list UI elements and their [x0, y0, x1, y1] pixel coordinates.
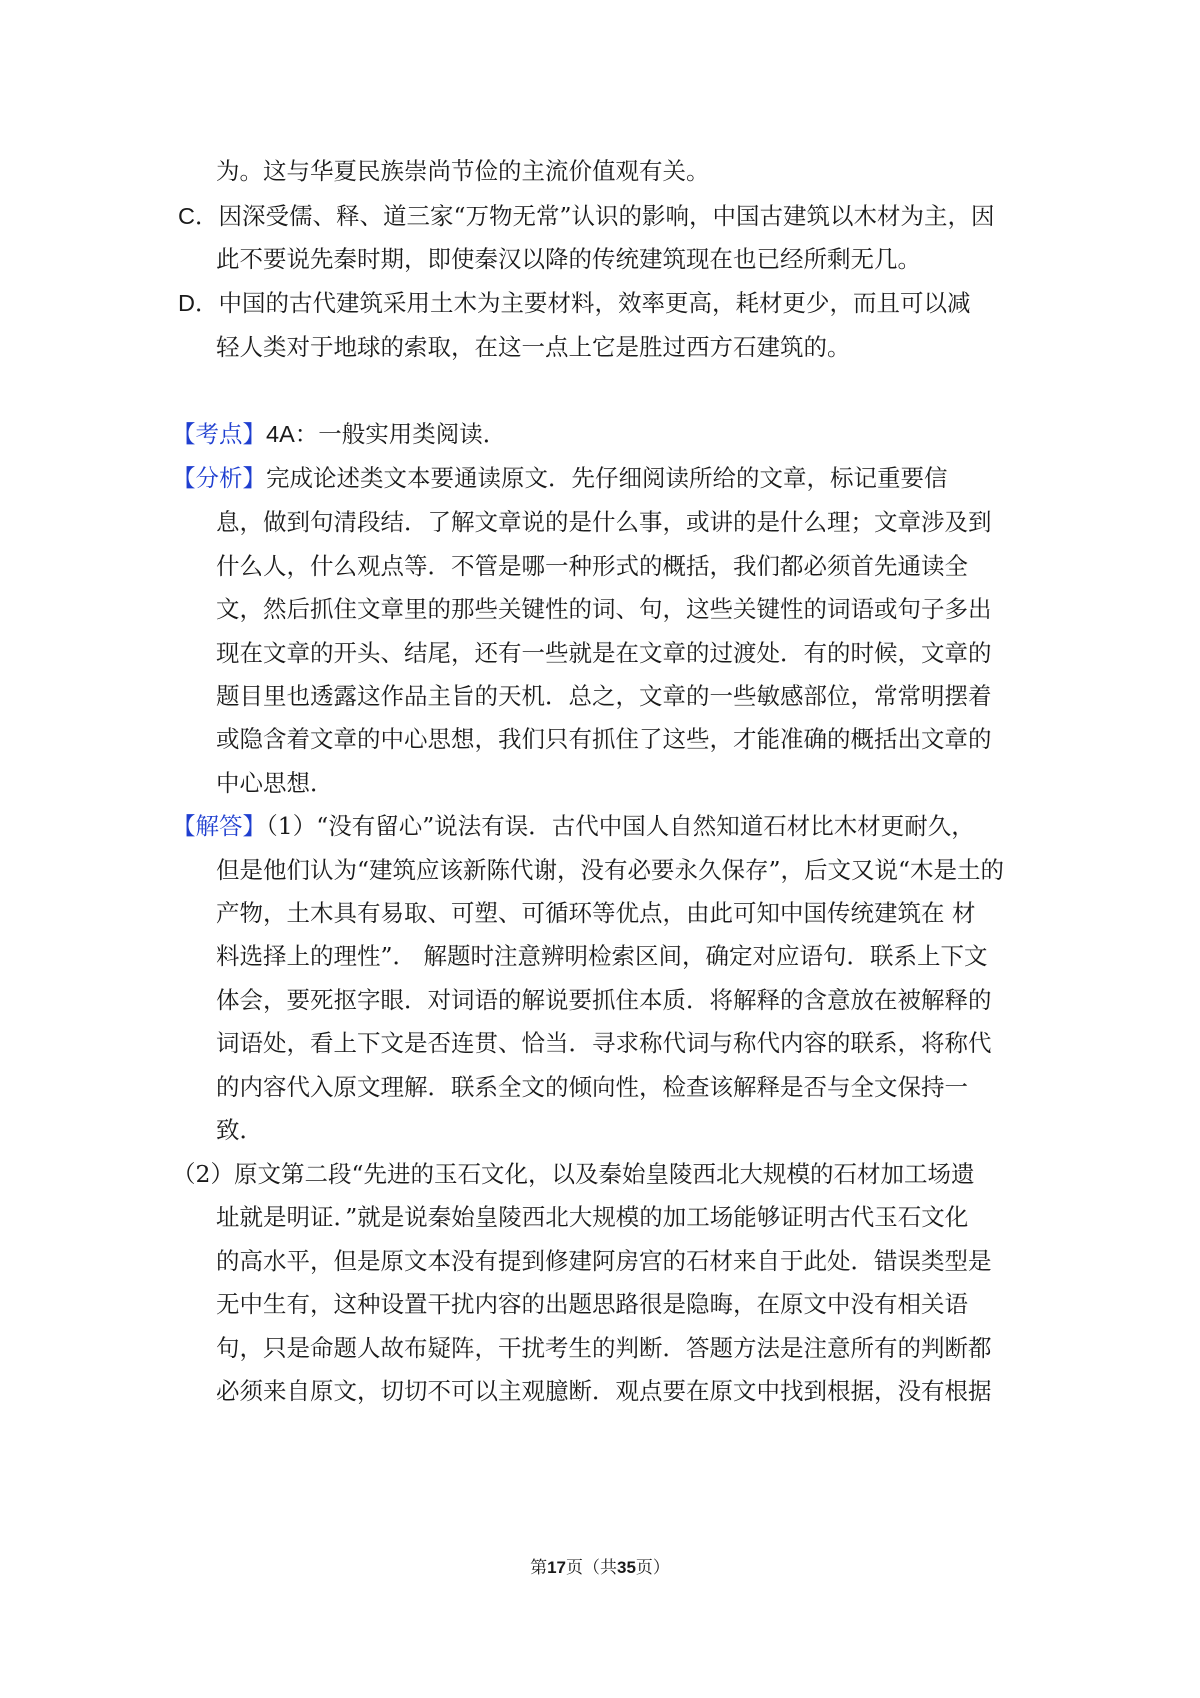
- part2-line-6: 必须来自原文，切切不可以主观臆断．观点要在原文中找到根据，没有根据: [216, 1377, 992, 1405]
- part2-line-4: 无中生有，这种设置干扰内容的出题思路很是隐晦，在原文中没有相关语: [216, 1290, 968, 1318]
- kaodian-line: [172, 418, 506, 450]
- jieda-line-1: [172, 810, 975, 842]
- option-d-line-2: 轻人类对于地球的索取，在这一点上它是胜过西方石建筑的。: [216, 333, 851, 361]
- fenxi-line-6: 题目里也透露这作品主旨的天机．总之，文章的一些敏感部位，常常明摆着: [216, 682, 992, 710]
- jieda-line-2: 但是他们认为“建筑应该新陈代谢，没有必要永久保存”，后文又说“木是土的: [216, 856, 1005, 884]
- jieda-line-7: 的内容代入原文理解．联系全文的倾向性，检查该解释是否与全文保持一: [216, 1073, 968, 1101]
- jieda-label: 【解答】: [172, 812, 266, 840]
- option-d-line-1: [178, 287, 970, 319]
- option-c-label: C．: [178, 203, 219, 229]
- jieda-line-8: 致．: [216, 1116, 263, 1144]
- kaodian-text: 4A：一般实用类阅读．: [266, 421, 507, 447]
- part2-line-2: 址就是明证．”就是说秦始皇陵西北大规模的加工场能够证明古代玉石文化: [216, 1203, 969, 1231]
- part2-line-3: 的高水平，但是原文本没有提到修建阿房宫的石材来自于此处．错误类型是: [216, 1247, 992, 1275]
- option-b-tail: 为。这与华夏民族崇尚节俭的主流价值观有关。: [216, 157, 710, 185]
- footer-total-pages: 35: [617, 1558, 636, 1577]
- footer-suffix: 页）: [635, 1558, 670, 1578]
- jieda-line-4: 料选择上的理性”． 解题时注意辨明检索区间，确定对应语句．联系上下文: [216, 942, 988, 970]
- jieda-line-3: 产物，土木具有易取、可塑、可循环等优点，由此可知中国传统建筑在 材: [216, 899, 976, 927]
- page-footer: [0, 1556, 1200, 1580]
- footer-prefix: 第: [530, 1558, 548, 1578]
- fenxi-label: 【分析】: [172, 464, 266, 492]
- fenxi-text-1: 完成论述类文本要通读原文．先仔细阅读所给的文章，标记重要信: [266, 464, 948, 492]
- footer-mid: 页（共: [566, 1558, 617, 1578]
- fenxi-line-2: 息，做到句清段结．了解文章说的是什么事，或讲的是什么理；文章涉及到: [216, 508, 992, 536]
- footer-page-number: 17: [547, 1558, 566, 1577]
- fenxi-line-3: 什么人，什么观点等．不管是哪一种形式的概括，我们都必须首先通读全: [216, 552, 968, 580]
- jieda-line-6: 词语处，看上下文是否连贯、恰当．寻求称代词与称代内容的联系，将称代: [216, 1029, 992, 1057]
- option-c-line-1: [178, 200, 995, 232]
- fenxi-line-4: 文，然后抓住文章里的那些关键性的词、句，这些关键性的词语或句子多出: [216, 595, 992, 623]
- kaodian-label: 【考点】: [172, 420, 266, 448]
- option-c-text-1: 因深受儒、释、道三家“万物无常”认识的影响，中国古建筑以木材为主，因: [218, 202, 995, 230]
- option-d-text-1: 中国的古代建筑采用土木为主要材料，效率更高，耗材更少，而且可以减: [218, 289, 971, 317]
- option-c-line-2: 此不要说先秦时期，即使秦汉以降的传统建筑现在也已经所剩无几。: [216, 245, 921, 273]
- part2-line-1: （2）原文第二段“先进的玉石文化，以及秦始皇陵西北大规模的石材加工场遗: [172, 1160, 975, 1188]
- fenxi-line-8: 中心思想．: [216, 769, 334, 797]
- part2-line-5: 句，只是命题人故布疑阵，干扰考生的判断．答题方法是注意所有的判断都: [216, 1334, 992, 1362]
- jieda-text-1: （1）“没有留心”说法有误．古代中国人自然知道石材比木材更耐久，: [266, 812, 975, 840]
- fenxi-line-1: [172, 462, 948, 494]
- jieda-line-5: 体会，要死抠字眼．对词语的解说要抓住本质．将解释的含意放在被解释的: [216, 986, 992, 1014]
- fenxi-line-5: 现在文章的开头、结尾，还有一些就是在文章的过渡处．有的时候，文章的: [216, 639, 992, 667]
- option-d-label: D．: [178, 290, 219, 316]
- fenxi-line-7: 或隐含着文章的中心思想，我们只有抓住了这些，才能准确的概括出文章的: [216, 725, 992, 753]
